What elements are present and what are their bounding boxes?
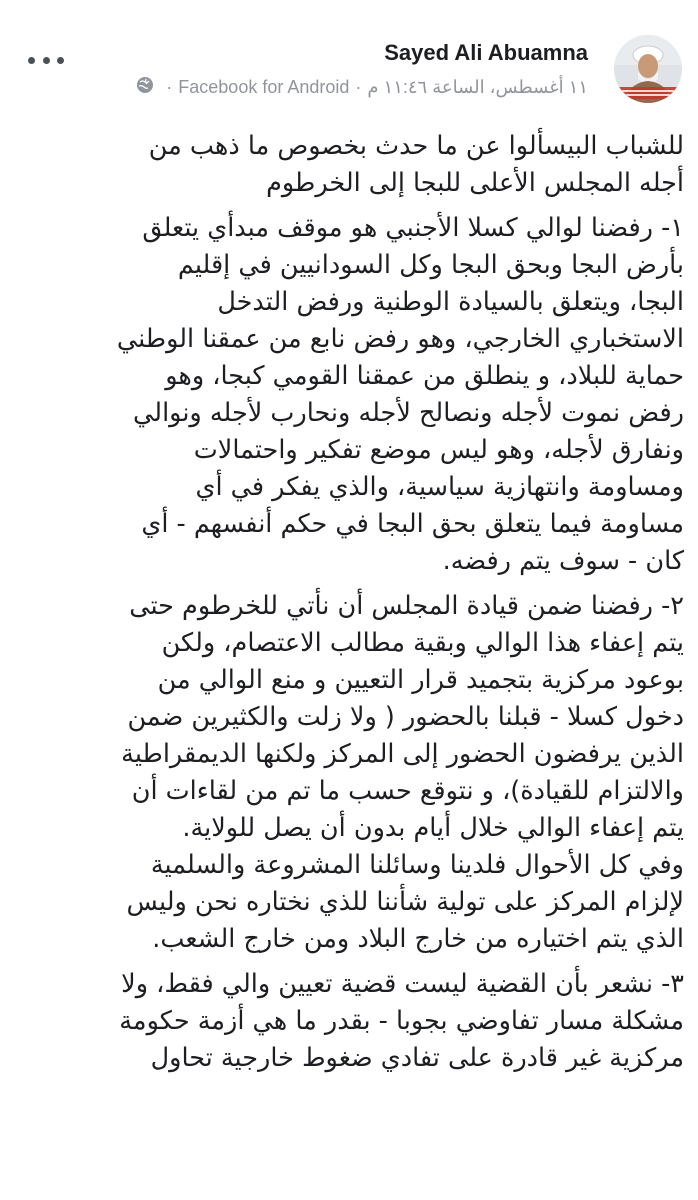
- post-header: [0, 0, 698, 118]
- more-dot: [43, 57, 50, 64]
- meta-separator: ·: [355, 77, 362, 97]
- post-source: Facebook for Android: [178, 77, 350, 97]
- post-body: [0, 118, 698, 1077]
- post-timestamp[interactable]: ١١ أغسطس، الساعة ١١:٤٦ م: [367, 77, 588, 97]
- post-paragraph-1: ١- رفضنا لوالي كسلا الأجنبي هو موقف مبدأي يتعلق بأرض البجا وبحق البجا وكل السودانيين في إقليم البجا، ويتعلق بالسيادة الوطنية ورفض التدخل الاستخباري الخارجي، وهو رفض نابع من عمقنا الوطني حماية للبلاد، و ينطلق من عمقنا القومي كبجا، وهو رفض نموت لأجله ونصالح لأجله ونحارب لأجله ونوالي ونفارق لأجله، وهو ليس موضع تفكير واحتمالات ومساومة وانتهازية سياسية، والذي يفكر في أي مساومة فيما يتعلق بحق البجا في حكم أنفسهم - أي كان - سوف يتم رفضه.: [116, 213, 684, 576]
- post-meta: [136, 76, 588, 99]
- post-paragraph-2: ٢- رفضنا ضمن قيادة المجلس أن نأتي للخرطوم حتى يتم إعفاء هذا الوالي وبقية مطالب الاعتصام، ولكن بوعود مركزية بتجميد قرار التعيين و منع الوالي من دخول كسلا - قبلنا بالحضور ( ولا زلت والكثيرين ضمن الذين يرفضون الحضور إلى المركز ولكنها الديمقراطية والالتزام للقيادة)، و نتوقع حسب ما تم من لقاءات أن يتم إعفاء الوالي خلال أيام بدون أن يصل للولاية. وفي كل الأحوال فلدينا وسائلنا المشروعة والسلمية لإلزام المركز على تولية شأننا للذي نختاره نحن وليس الذي يتم اختياره من خارج البلاد ومن خارج الشعب.: [121, 591, 684, 954]
- more-dot: [28, 57, 35, 64]
- post-paragraph-3: ٣- نشعر بأن القضية ليست قضية تعيين والي فقط، ولا مشكلة مسار تفاوضي بجوبا - بقدر ما هي أزمة حكومة مركزية غير قادرة على تفادي ضغوط خارجية تحاول: [119, 969, 684, 1073]
- post-paragraph-intro: للشباب البيسألوا عن ما حدث بخصوص ما ذهب من أجله المجلس الأعلى للبجا إلى الخرطوم: [148, 131, 684, 198]
- author-name[interactable]: Sayed Ali Abuamna: [384, 40, 588, 65]
- globe-icon[interactable]: [136, 76, 154, 99]
- meta-separator: ·: [166, 77, 173, 97]
- avatar[interactable]: [614, 35, 682, 103]
- more-options-button[interactable]: [28, 48, 64, 72]
- avatar-image: [614, 35, 682, 103]
- more-dot: [57, 57, 64, 64]
